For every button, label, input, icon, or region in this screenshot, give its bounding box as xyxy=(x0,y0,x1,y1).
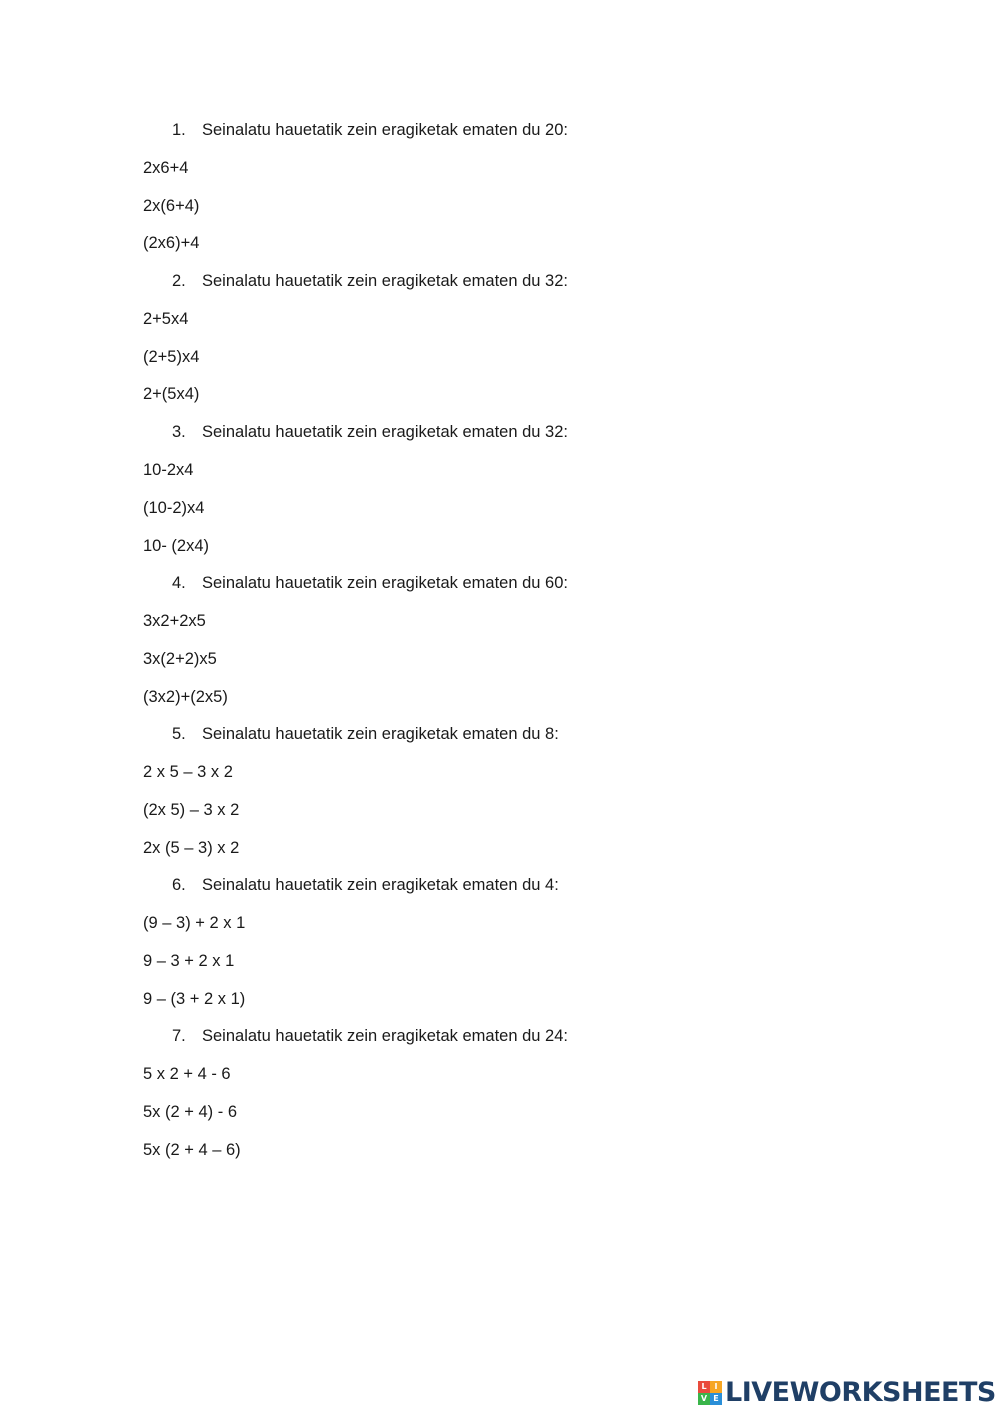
answer-option[interactable]: 9 – 3 + 2 x 1 xyxy=(143,952,235,970)
answer-option[interactable]: 10-2x4 xyxy=(143,461,194,480)
question-number: 3. xyxy=(172,423,186,442)
question-text: Seinalatu hauetatik zein eragiketak ematen du 32: xyxy=(202,272,568,291)
answer-option[interactable]: 2 x 5 – 3 x 2 xyxy=(143,763,233,782)
answer-option[interactable]: 3x(2+2)x5 xyxy=(143,649,217,668)
answer-option[interactable]: 5x (2 + 4) - 6 xyxy=(143,1103,237,1122)
logo-mark-tile: E xyxy=(710,1393,722,1405)
logo-wordmark: LIVEWORKSHEETS xyxy=(725,1377,996,1408)
answer-option[interactable]: 3x2+2x5 xyxy=(143,612,206,631)
question-number: 1. xyxy=(172,121,186,139)
logo-mark-tile: V xyxy=(698,1393,710,1405)
question-text: Seinalatu hauetatik zein eragiketak ematen du 8: xyxy=(202,725,559,744)
question-7 xyxy=(0,1023,1000,1174)
question-1 xyxy=(0,117,1000,268)
worksheet xyxy=(0,117,1000,1174)
question-4 xyxy=(0,570,1000,721)
question-number: 4. xyxy=(172,574,186,593)
answer-option[interactable]: 10- (2x4) xyxy=(143,536,210,555)
question-text: Seinalatu hauetatik zein eragiketak ematen du 60: xyxy=(202,574,568,593)
logo-mark-tile: I xyxy=(710,1381,722,1393)
question-number: 6. xyxy=(172,876,186,895)
question-text: Seinalatu hauetatik zein eragiketak ematen du 4: xyxy=(202,876,559,895)
answer-option[interactable]: 2+5x4 xyxy=(143,310,189,329)
answer-option[interactable]: (2x6)+4 xyxy=(143,234,200,253)
question-number: 7. xyxy=(172,1027,186,1046)
question-prompt xyxy=(0,570,1000,608)
answer-option[interactable]: 9 – (3 + 2 x 1) xyxy=(143,989,246,1008)
question-2 xyxy=(0,268,1000,419)
answer-option[interactable]: (2+5)x4 xyxy=(143,347,200,366)
question-3 xyxy=(0,419,1000,570)
question-number: 2. xyxy=(172,272,186,291)
answer-option[interactable]: 2x (5 – 3) x 2 xyxy=(143,838,240,857)
question-text: Seinalatu hauetatik zein eragiketak ematen du 32: xyxy=(202,423,568,442)
question-text: Seinalatu hauetatik zein eragiketak ematen du 24: xyxy=(202,1027,568,1046)
answer-option[interactable]: 5 x 2 + 4 - 6 xyxy=(143,1065,231,1084)
liveworksheets-logo xyxy=(698,1376,996,1410)
question-prompt xyxy=(0,872,1000,910)
answer-option[interactable]: (2x 5) – 3 x 2 xyxy=(143,800,240,819)
question-number: 5. xyxy=(172,725,186,744)
liveworksheets-logo-icon xyxy=(698,1381,722,1405)
answer-option[interactable]: 2x6+4 xyxy=(143,159,189,177)
question-prompt xyxy=(0,1023,1000,1061)
question-5 xyxy=(0,721,1000,872)
question-prompt xyxy=(0,721,1000,759)
answer-option[interactable]: (10-2)x4 xyxy=(143,498,205,517)
answer-option[interactable]: (9 – 3) + 2 x 1 xyxy=(143,914,246,933)
question-prompt xyxy=(0,419,1000,457)
logo-mark-tile: L xyxy=(698,1381,710,1393)
question-prompt xyxy=(0,117,1000,155)
answer-option[interactable]: 5x (2 + 4 – 6) xyxy=(143,1140,241,1159)
answer-option[interactable]: 2x(6+4) xyxy=(143,196,200,215)
question-prompt xyxy=(0,268,1000,306)
answer-option[interactable]: 2+(5x4) xyxy=(143,385,200,404)
question-6 xyxy=(0,872,1000,1023)
answer-option[interactable]: (3x2)+(2x5) xyxy=(143,687,228,706)
question-text: Seinalatu hauetatik zein eragiketak ematen du 20: xyxy=(202,121,568,139)
